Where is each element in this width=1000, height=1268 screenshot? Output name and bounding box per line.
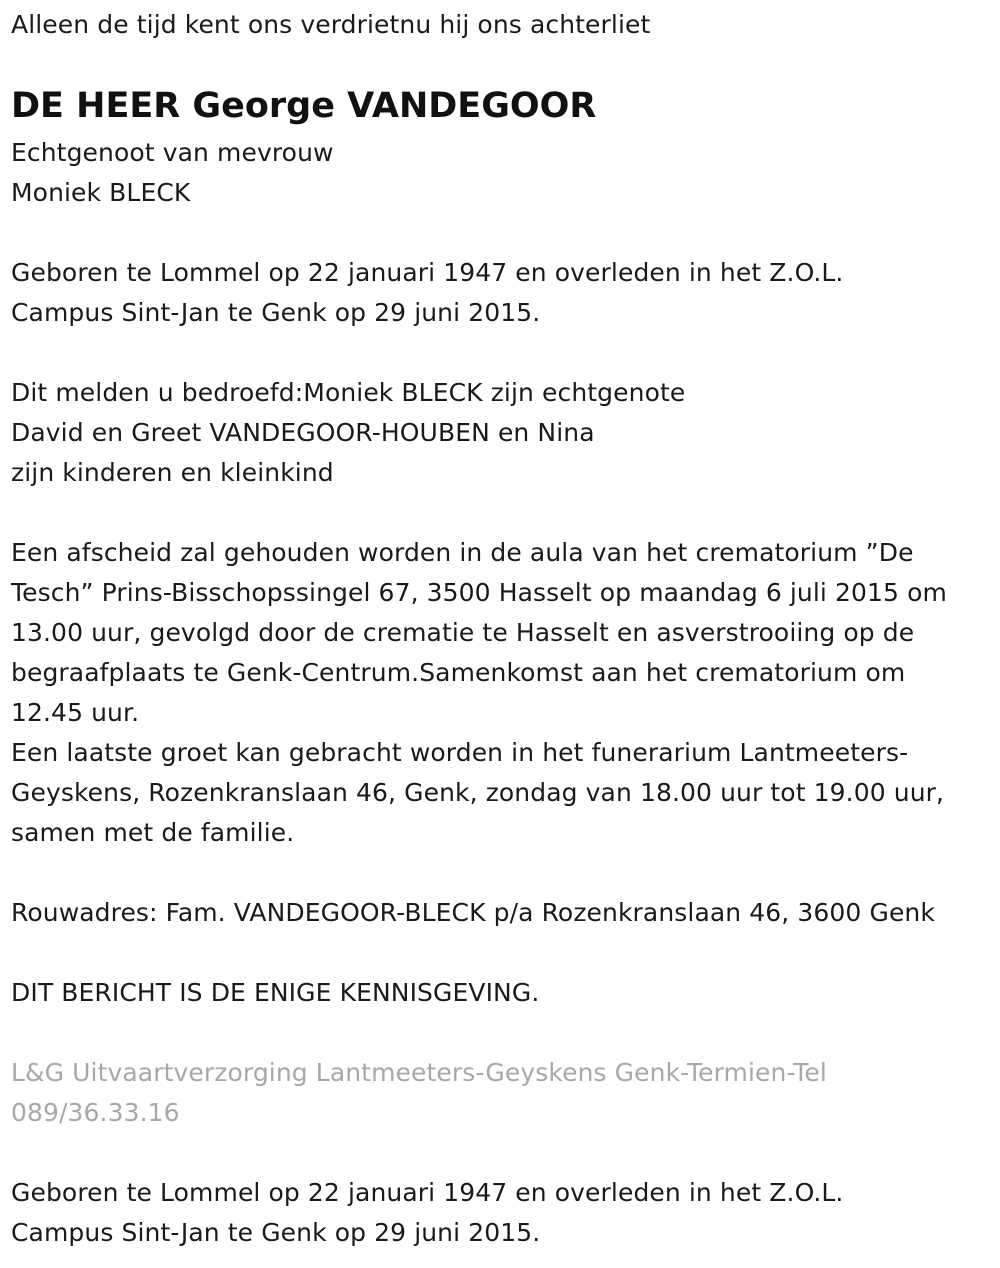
funeral-home-line: L&G Uitvaartverzorging Lantmeeters-Geyskens Genk-Termien-Tel <box>11 1058 827 1087</box>
birth-death-line: Campus Sint-Jan te Genk op 29 juni 2015. <box>11 298 541 327</box>
ceremony-line: Een afscheid zal gehouden worden in de aula van het crematorium ”De <box>11 538 914 567</box>
notice-block <box>11 973 539 1013</box>
address-block <box>11 893 935 933</box>
motto-text: Alleen de tijd kent ons verdrietnu hij ons achterliet <box>11 10 651 39</box>
ceremony-line: begraafplaats te Genk-Centrum.Samenkomst aan het crematorium om <box>11 658 906 687</box>
birth-death-repeat-block <box>11 1173 843 1253</box>
ceremony-block <box>11 533 947 853</box>
relation-line: Echtgenoot van mevrouw <box>11 138 334 167</box>
mourning-address: Rouwadres: Fam. VANDEGOOR-BLECK p/a Rozenkranslaan 46, 3600 Genk <box>11 898 935 927</box>
birth-death-line: Geboren te Lommel op 22 januari 1947 en overleden in het Z.O.L. <box>11 258 844 287</box>
deceased-name: DE HEER George VANDEGOOR <box>11 86 597 126</box>
ceremony-line: Tesch” Prins-Bisschopssingel 67, 3500 Hasselt op maandag 6 juli 2015 om <box>11 578 947 607</box>
ceremony-line: Een laatste groet kan gebracht worden in het funerarium Lantmeeters- <box>11 738 909 767</box>
relation-block <box>11 133 334 213</box>
ceremony-line: 13.00 uur, gevolgd door de crematie te Hasselt en asverstrooiing op de <box>11 618 915 647</box>
mourners-line: David en Greet VANDEGOOR-HOUBEN en Nina <box>11 418 595 447</box>
funeral-home-block <box>11 1053 827 1133</box>
funeral-home-phone: 089/36.33.16 <box>11 1098 180 1127</box>
ceremony-line: samen met de familie. <box>11 818 295 847</box>
notice-text: DIT BERICHT IS DE ENIGE KENNISGEVING. <box>11 978 540 1007</box>
ceremony-line: 12.45 uur. <box>11 698 140 727</box>
ceremony-line: Geyskens, Rozenkranslaan 46, Genk, zondag van 18.00 uur tot 19.00 uur, <box>11 778 945 807</box>
mourners-block <box>11 373 685 493</box>
birth-death-line: Campus Sint-Jan te Genk op 29 juni 2015. <box>11 1218 541 1247</box>
birth-death-line: Geboren te Lommel op 22 januari 1947 en overleden in het Z.O.L. <box>11 1178 844 1207</box>
mourners-line: zijn kinderen en kleinkind <box>11 458 334 487</box>
spouse-name: Moniek BLECK <box>11 178 191 207</box>
mourners-line: Dit melden u bedroefd:Moniek BLECK zijn echtgenote <box>11 378 686 407</box>
birth-death-block <box>11 253 843 333</box>
